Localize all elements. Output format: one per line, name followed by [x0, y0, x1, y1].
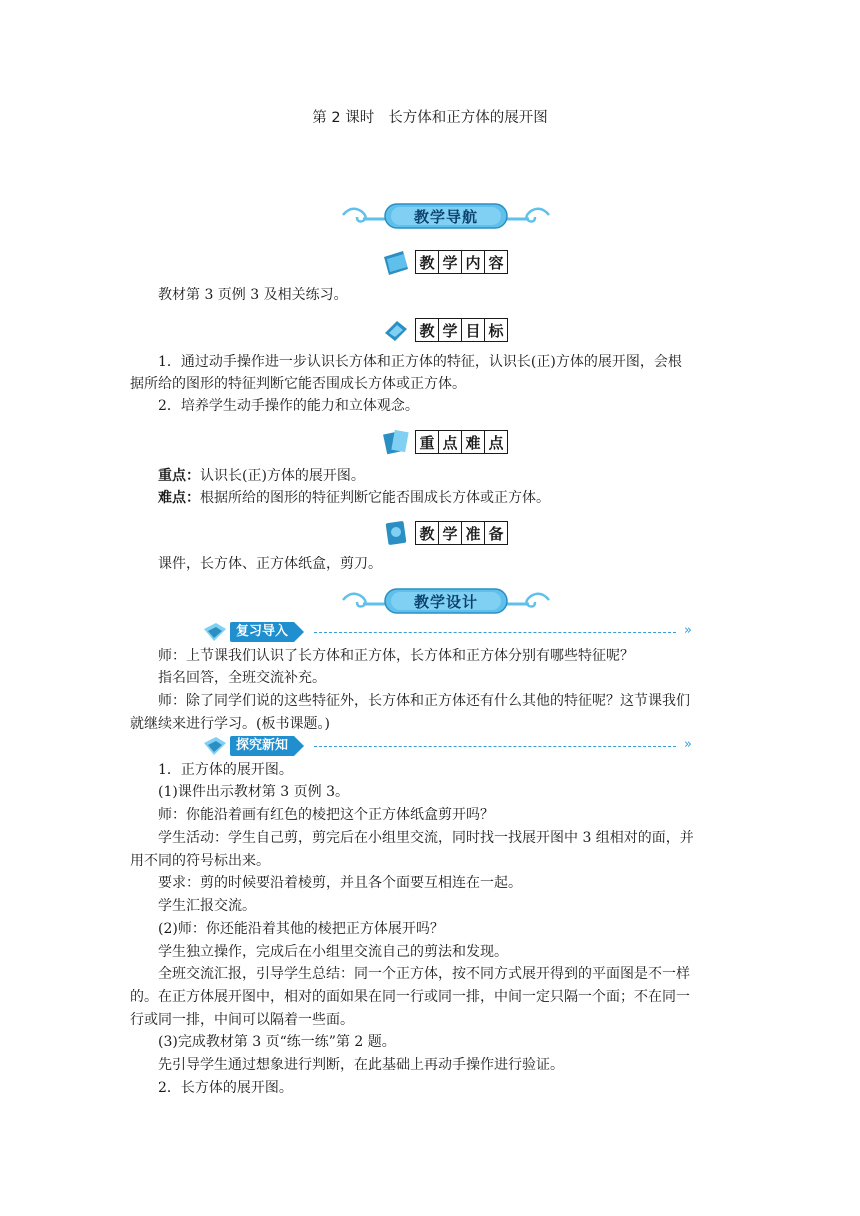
goal-paragraph: 2．培养学生动手操作的能力和立体观念。 [158, 398, 419, 414]
explore-paragraph: 全班交流汇报，引导学生总结：同一个正方体，按不同方式展开得到的平面图是不一样 [158, 966, 690, 982]
section-char: 备 [488, 524, 504, 543]
prep-paragraph: 课件，长方体、正方体纸盒，剪刀。 [158, 556, 382, 572]
section-char: 标 [488, 321, 504, 340]
double-arrow-icon: » [684, 737, 692, 752]
goal-paragraph: 1．通过动手操作进一步认识长方体和正方体的特征，认识长(正)方体的展开图，会根 [158, 354, 682, 370]
lesson-name: 长方体和正方体的展开图 [388, 110, 548, 126]
explore-paragraph: 先引导学生通过想象进行判断，在此基础上再动手操作进行验证。 [158, 1057, 564, 1073]
section-char: 点 [488, 433, 504, 452]
explore-paragraph: 2．长方体的展开图。 [158, 1080, 293, 1096]
guide-banner [339, 201, 553, 231]
difficulty-line [158, 487, 758, 509]
section-char: 点 [439, 431, 462, 453]
section-char: 教 [416, 251, 439, 273]
guide-banner-label: 教学导航 [413, 208, 478, 226]
explore-paragraph: 学生活动：学生自己剪，剪完后在小组里交流，同时找一找展开图中 3 组相对的面，并 [158, 830, 694, 846]
dashed-divider [314, 632, 676, 633]
difficulty-label: 难点： [158, 490, 200, 506]
design-banner [339, 586, 553, 616]
section-key-points [381, 427, 508, 457]
section-teaching-content [381, 247, 508, 277]
double-arrow-icon: » [684, 623, 692, 638]
pencil-book-icon [381, 315, 411, 345]
section-char: 内 [462, 251, 485, 273]
section-char: 学 [439, 251, 462, 273]
explore-paragraph: 学生独立操作，完成后在小组里交流自己的剪法和发现。 [158, 944, 508, 960]
explore-paragraph: 要求：剪的时候要沿着棱剪，并且各个面要互相连在一起。 [158, 875, 522, 891]
explore-paragraph: (3)完成教材第 3 页“练一练”第 2 题。 [158, 1034, 396, 1050]
review-paragraph: 师：除了同学们说的这些特征外，长方体和正方体还有什么其他的特征呢？这节课我们 [158, 693, 690, 709]
section-char: 目 [462, 319, 485, 341]
card-icon [381, 518, 411, 548]
section-teaching-goals [381, 315, 508, 345]
section-char: 学 [439, 319, 462, 341]
section-char: 难 [462, 431, 485, 453]
dashed-divider [314, 746, 676, 747]
explore-tab-label: 探究新知 [230, 736, 294, 756]
explore-paragraph: 用不同的符号标出来。 [130, 853, 270, 869]
review-tab-label: 复习导入 [230, 622, 294, 642]
explore-paragraph: 师：你能沿着画有红色的棱把这个正方体纸盒剪开吗？ [158, 807, 494, 823]
section-char: 教 [416, 522, 439, 544]
key-point-line [158, 465, 758, 487]
section-char: 准 [462, 522, 485, 544]
review-icon [202, 621, 228, 643]
design-banner-label: 教学设计 [413, 593, 478, 611]
key-text: 认识长(正)方体的展开图。 [200, 468, 365, 484]
content-paragraph: 教材第 3 页例 3 及相关练习。 [158, 287, 348, 303]
explore-paragraph: (2)师：你还能沿着其他的棱把正方体展开吗？ [158, 921, 444, 937]
lesson-title [0, 106, 860, 127]
explore-paragraph: 1．正方体的展开图。 [158, 762, 293, 778]
folder-icon [381, 247, 411, 277]
review-paragraph: 就继续来进行学习。(板书课题。) [130, 716, 330, 732]
key-label: 重点： [158, 468, 200, 484]
explore-icon [202, 735, 228, 757]
section-char: 教 [416, 319, 439, 341]
section-char: 重 [416, 431, 439, 453]
review-paragraph: 师：上节课我们认识了长方体和正方体，长方体和正方体分别有哪些特征呢？ [158, 648, 634, 664]
explore-paragraph: (1)课件出示教材第 3 页例 3。 [158, 784, 349, 800]
review-tab-header [202, 621, 692, 643]
explore-paragraph: 学生汇报交流。 [158, 898, 256, 914]
review-paragraph: 指名回答，全班交流补充。 [158, 670, 326, 686]
difficulty-text: 根据所给的图形的特征判断它能否围成长方体或正方体。 [200, 490, 550, 506]
section-char: 学 [439, 522, 462, 544]
section-teaching-prep [381, 518, 508, 548]
explore-paragraph: 的。在正方体展开图中，相对的面如果在同一行或同一排，中间一定只隔一个面；不在同一 [130, 989, 690, 1005]
explore-paragraph: 行或同一排，中间可以隔着一些面。 [130, 1012, 354, 1028]
explore-tab-header [202, 735, 692, 757]
goal-paragraph: 据所给的图形的特征判断它能否围成长方体或正方体。 [130, 376, 466, 392]
cards-icon [381, 427, 411, 457]
lesson-number: 第 2 课时 [312, 110, 375, 126]
section-char: 容 [488, 253, 504, 272]
